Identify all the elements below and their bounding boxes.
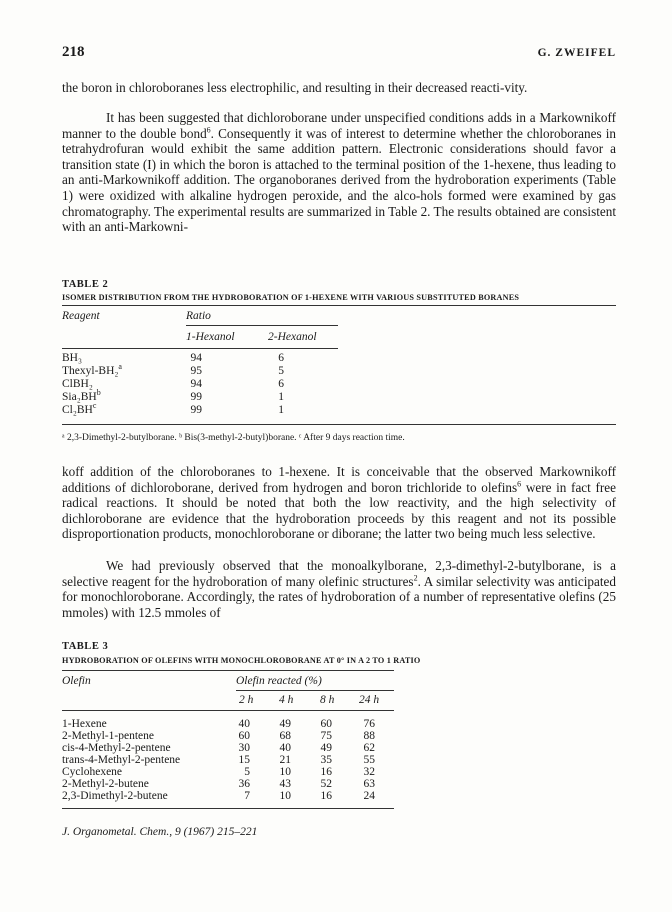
table-3-value-cell: 52 — [320, 778, 332, 790]
table-3-time-header: 24 h — [359, 694, 380, 706]
paragraph-2 — [62, 110, 616, 235]
table-3-value-cell: 68 — [279, 730, 291, 742]
table-2-value-cell: 6 — [278, 378, 284, 390]
table-2-reagent-cell: $Sia_2BH^b$ — [62, 388, 101, 403]
table-3-value-cell: 40 — [238, 718, 250, 730]
table-3-olefin-cell: 1-Hexene — [62, 718, 107, 730]
table-2-value-cell: 99 — [190, 391, 202, 403]
table-3-value-cell: 32 — [363, 766, 375, 778]
table-3-value-cell: 5 — [244, 766, 250, 778]
table-3-time-header: 2 h — [239, 694, 254, 706]
table-2-reagent-cell: ClBH₂ — [62, 378, 93, 390]
table-3-olefin-cell: 2-Methyl-1-pentene — [62, 730, 154, 742]
table-3-caption: TABLE 3 — [62, 641, 109, 652]
table-3-olefin-cell: cis-4-Methyl-2-pentene — [62, 742, 171, 754]
reference-marker: 6 — [517, 479, 522, 489]
paragraph-1: the boron in chloroboranes less electrophilic, and resulting in their decreased reacti-vity. — [62, 80, 528, 95]
table-3-olefin-cell: 2,3-Dimethyl-2-butene — [62, 790, 168, 802]
table-3-value-cell: 60 — [320, 718, 332, 730]
table-3-value-cell: 15 — [238, 754, 250, 766]
table-2-value-cell: 94 — [190, 378, 202, 390]
table-2-title: ISOMER DISTRIBUTION FROM THE HYDROBORATION OF 1-HEXENE WITH VARIOUS SUBSTITUTED BORANES — [62, 293, 520, 302]
table-3-value-cell: 49 — [320, 742, 332, 754]
table-2-header-rule — [62, 348, 338, 349]
paragraph-4 — [62, 558, 616, 620]
table-2-bottom-rule — [62, 424, 616, 425]
table-3-value-cell: 76 — [363, 718, 375, 730]
table-3-time-header: 8 h — [320, 694, 335, 706]
table-2-value-cell: 5 — [278, 365, 284, 377]
table-3-time-header: 4 h — [279, 694, 294, 706]
table-2-caption: TABLE 2 — [62, 279, 109, 290]
table-3-value-cell: 62 — [363, 742, 375, 754]
table-3-value-cell: 63 — [363, 778, 375, 790]
table-3-value-cell: 7 — [244, 790, 250, 802]
table-3-value-cell: 75 — [320, 730, 332, 742]
table-3-value-cell: 43 — [279, 778, 291, 790]
table-3-olefin-cell: trans-4-Methyl-2-pentene — [62, 754, 181, 766]
table-3-value-cell: 16 — [320, 766, 332, 778]
paragraph-2-text-a: It has been suggested that dichloroborane under unspecified conditions adds in a Markownikoff manner to the double bond — [62, 110, 616, 141]
paragraph-4-text-a: We had previously observed that the monoalkylborane, 2,3-dimethyl-2-butylborane, is a selective reagent for the hydroboration of many olefinic structures — [62, 558, 616, 589]
table-2-col-2-hexanol: 2-Hexanol — [268, 331, 317, 343]
table-2-top-rule — [62, 305, 616, 306]
table-2-reagent-cell: BH₃ — [62, 352, 82, 364]
table-3-value-cell: 88 — [363, 730, 375, 742]
table-2-value-cell: 99 — [190, 404, 202, 416]
reference-marker: 6 — [206, 125, 211, 135]
table-3-value-cell: 36 — [238, 778, 250, 790]
table-2-reagent-cell: $Cl_2BH^c$ — [62, 401, 97, 416]
table-2-value-cell: 1 — [278, 404, 284, 416]
table-3-bottom-rule — [62, 808, 394, 809]
reference-marker: 2 — [413, 573, 418, 583]
page-number: 218 — [62, 44, 85, 60]
paragraph-3-text-b: were in fact free radical reactions. It should be noted that both the low reactivity, and the high selectivity of dichloroborane are evidence that the hydroboration proceeds by this reagent and not its possible disproportionation products, monochloroborane or diborane; the latter two being much less selective. — [62, 479, 616, 542]
table-3-value-cell: 49 — [279, 718, 291, 730]
table-3-value-cell: 24 — [363, 790, 375, 802]
table-2-value-cell: 6 — [278, 352, 284, 364]
table-2-value-cell: 95 — [190, 365, 202, 377]
paragraph-2-text-b: . Consequently it was of interest to determine whether the chloroboranes in tetrahydrofuran would exhibit the same addition pattern. Electronic considerations should favor a transition state (I) in which the boron is attached to the terminal position of the 1-hexene, thus leading to an anti-Markownikoff addition. The organoboranes derived from the hydroboration experiments (Table 1) were oxidized with alkaline hydrogen peroxide, and the alco-hols formed were examined by gas chromatography. The experimental results are summarized in Table 2. The results obtained are consistent with an anti-Markowni- — [62, 125, 616, 235]
table-2-ratio-rule — [186, 325, 338, 326]
table-3-olefin-cell: Cyclohexene — [62, 766, 123, 778]
table-2-footnote: ᵃ 2,3-Dimethyl-2-butylborane. ᵇ Bis(3-methyl-2-butyl)borane. ᶜ After 9 days reaction time. — [62, 433, 405, 443]
table-3-olefin-cell: 2-Methyl-2-butene — [62, 778, 149, 790]
page-header — [62, 44, 616, 64]
table-3-title: HYDROBORATION OF OLEFINS WITH MONOCHLOROBORANE AT 0° IN A 2 TO 1 RATIO — [62, 656, 421, 665]
table-2-value-cell: 1 — [278, 391, 284, 403]
table-3-top-rule — [62, 670, 394, 671]
table-3-reacted-header: Olefin reacted (%) — [236, 675, 322, 687]
table-3-value-cell: 30 — [238, 742, 250, 754]
table-3-value-cell: 55 — [363, 754, 375, 766]
running-head: G. ZWEIFEL — [537, 47, 616, 59]
paragraph-4-text-b: . A similar selectivity was anticipated for monochloroborane. Accordingly, the rates of hydroboration of a number of representative olefins (25 mmoles) with 12.5 mmoles of — [62, 573, 616, 620]
table-3-header-rule — [62, 710, 394, 711]
journal-citation: J. Organometal. Chem., 9 (1967) 215–221 — [62, 826, 258, 838]
table-2-value-cell: 94 — [190, 352, 202, 364]
table-3-value-cell: 35 — [320, 754, 332, 766]
table-3-value-cell: 60 — [238, 730, 250, 742]
table-3-value-cell: 40 — [279, 742, 291, 754]
table-2-reagent-header: Reagent — [62, 310, 100, 322]
table-3-reacted-rule — [236, 690, 394, 691]
table-3-value-cell: 16 — [320, 790, 332, 802]
table-3-value-cell: 10 — [279, 766, 291, 778]
table-2-reagent-cell: Thexyl-BH₂$^a$ — [62, 362, 122, 377]
table-2-col-1-hexanol: 1-Hexanol — [186, 331, 235, 343]
table-3-value-cell: 21 — [279, 754, 291, 766]
table-2-ratio-header: Ratio — [186, 310, 211, 322]
table-3-olefin-header: Olefin — [62, 675, 91, 687]
paragraph-3-text-a: koff addition of the chloroboranes to 1-hexene. It is conceivable that the observed Markownikoff additions of dichloroborane, derived from hydrogen and boron trichloride to olefins — [62, 464, 616, 495]
table-3-value-cell: 10 — [279, 790, 291, 802]
paragraph-3 — [62, 464, 616, 542]
